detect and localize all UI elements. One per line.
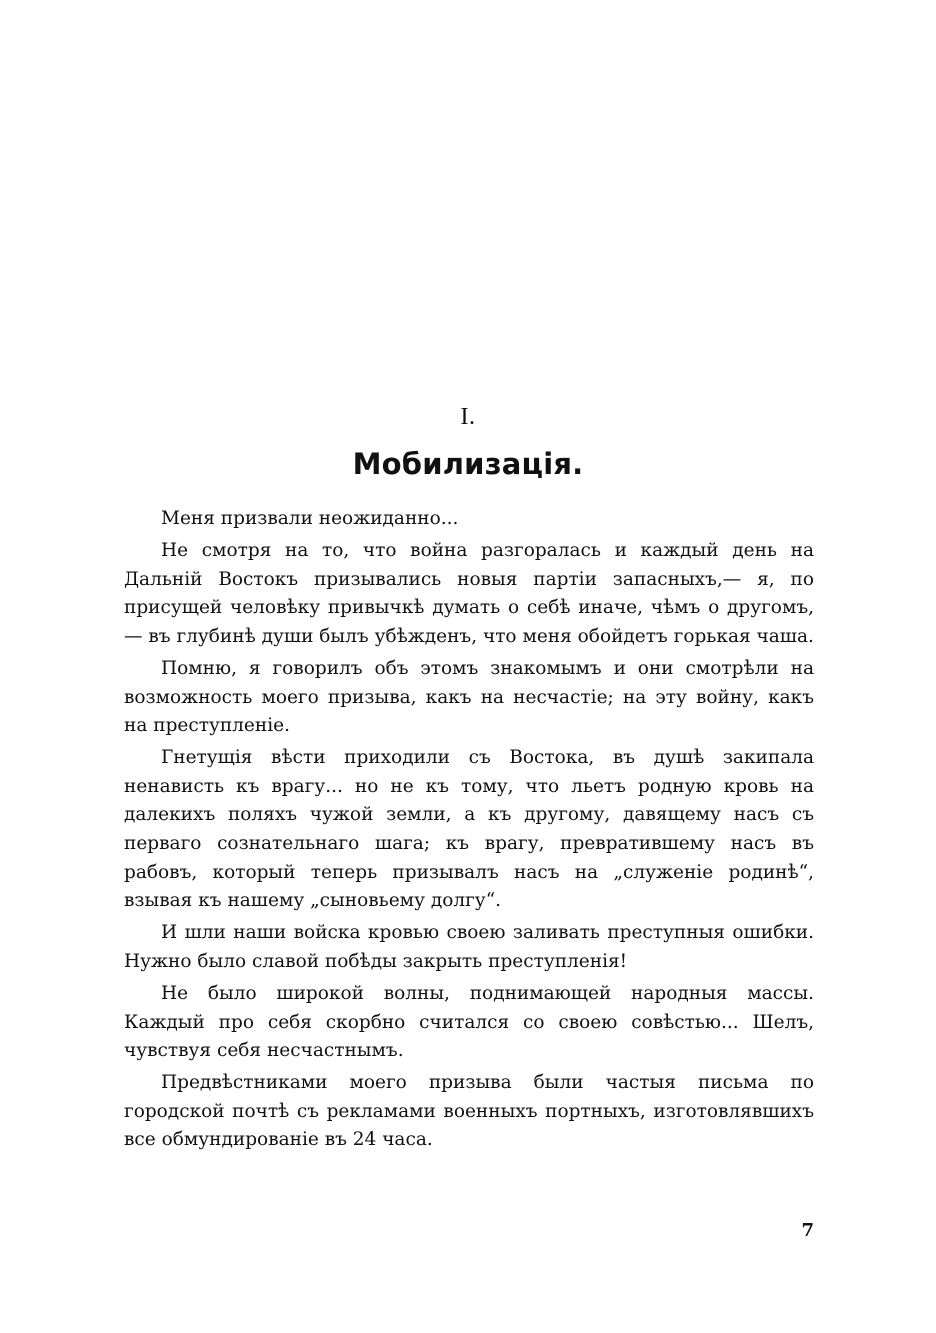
paragraph: И шли наши войска кровью своею заливать преступныя ошибки. Нужно было славой побѣды закрыть преступленія! bbox=[124, 922, 814, 972]
chapter-number: I. bbox=[460, 404, 476, 430]
paragraph: Гнетущія вѣсти приходили съ Востока, въ душѣ закипала ненависть къ врагу... но не къ тому, что льетъ родную кровь на далекихъ поляхъ чужой земли, а къ другому, давящему насъ съ перваго сознательнаго шага; къ врагу, превратившему насъ въ рабовъ, который теперь призывалъ насъ на „служеніе родинѣ“, взывая къ нашему „сыновьему долгу“. bbox=[124, 747, 814, 912]
chapter-title: Мобилизація. bbox=[352, 447, 584, 481]
paragraph: Помню, я говорилъ объ этомъ знакомымъ и они смотрѣли на возможность моего призыва, какъ на несчастіе; на эту войну, какъ на преступленіе. bbox=[124, 657, 814, 737]
chapter-body bbox=[124, 505, 814, 1159]
paragraph: Не смотря на то, что война разгоралась и каждый день на Дальній Востокъ призывались новыя партіи запасныхъ,— я, по присущей человѣку привычкѣ думать о себѣ иначе, чѣмъ о другомъ, — въ глубинѣ души былъ убѣжденъ, что меня обойдетъ горькая чаша. bbox=[124, 540, 814, 647]
paragraph: Не было широкой волны, поднимающей народныя массы. Каждый про себя скорбно считался со своею совѣстью... Шелъ, чувствуя себя несчастнымъ. bbox=[124, 983, 814, 1062]
paragraph: Предвѣстниками моего призыва были частыя письма по городской почтѣ съ рекламами военныхъ портныхъ, изготовлявшихъ все обмундированіе въ 24 часа. bbox=[124, 1072, 814, 1151]
page-number: 7 bbox=[801, 1220, 814, 1241]
paragraph: Меня призвали неожиданно... bbox=[161, 508, 459, 529]
